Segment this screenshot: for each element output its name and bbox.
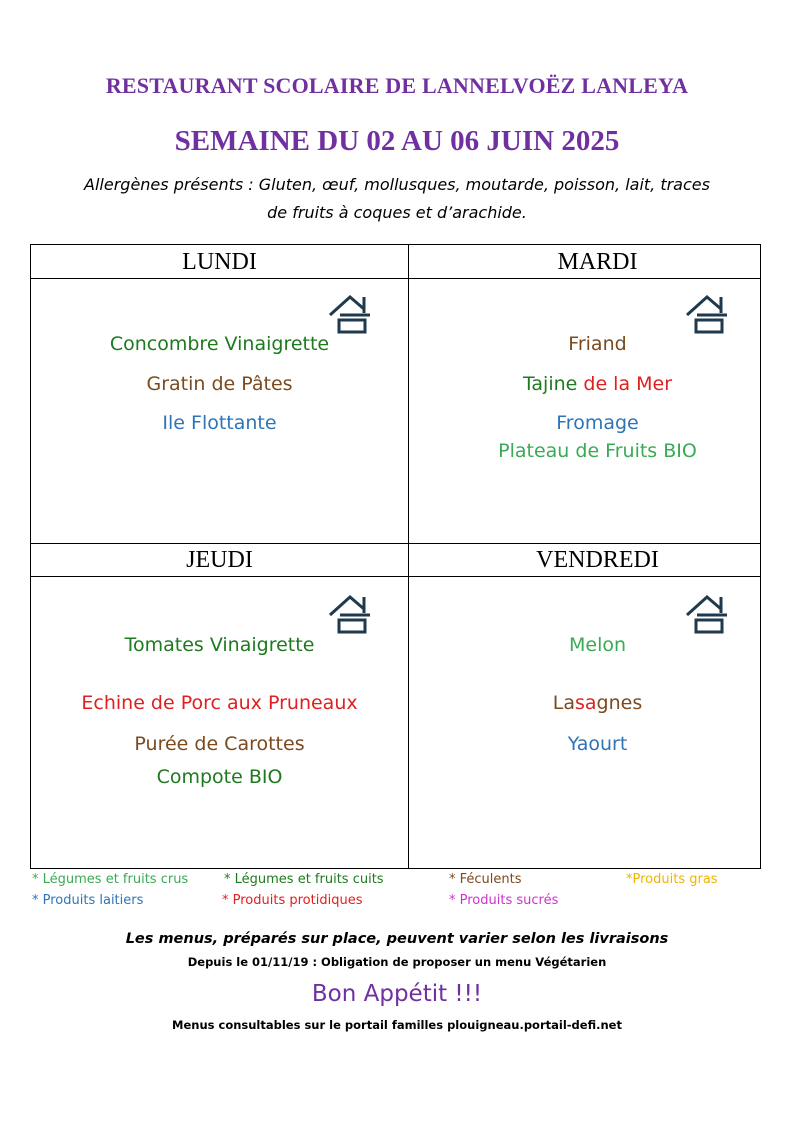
day-header-jeudi: JEUDI [186,547,253,573]
dish-lundi-main: Gratin de Pâtes [146,373,293,395]
dish-vendredi-dessert: Yaourt [567,733,628,755]
dish-mardi-starter: Friand [568,333,627,355]
dish-vendredi-main [409,690,786,716]
dish-mardi-cheese: Fromage [556,412,639,434]
allergens-line-2: de fruits à coques et d’arachide. [267,203,527,222]
day-header-lundi: LUNDI [182,249,257,275]
dish-vendredi-main-part-1: La [552,692,575,714]
legend-fat: *Produits gras [626,872,718,887]
delivery-note: Les menus, préparés sur place, peuvent varier selon les livraisons [125,931,669,947]
legend-raw-vegetables: * Légumes et fruits crus [32,872,189,887]
dish-jeudi-side: Purée de Carottes [134,733,305,755]
allergens-notice [20,171,774,227]
vegetarian-note: Depuis le 01/11/19 : Obligation de proposer un menu Végétarien [187,955,607,969]
dish-vendredi-starter: Melon [568,634,627,656]
dish-mardi-dessert: Plateau de Fruits BIO [498,440,697,462]
house-made-on-site-icon [685,595,729,635]
legend-cooked-vegetables: * Légumes et fruits cuits [224,872,384,887]
dish-jeudi-main: Echine de Porc aux Pruneaux [81,692,358,714]
legend-sugar: * Produits sucrés [449,893,559,908]
legend-protein: * Produits protidiques [222,893,363,908]
dish-mardi-main-part-2: de la Mer [583,373,673,395]
dish-mardi-main [409,371,786,397]
house-made-on-site-icon [328,595,372,635]
legend-starch: * Féculents [449,872,522,887]
bon-appetit: Bon Appétit !!! [311,981,483,1007]
dish-vendredi-main-part-3: gnes [596,692,643,714]
house-made-on-site-icon [328,295,372,335]
legend-dairy: * Produits laitiers [32,893,144,908]
dish-lundi-starter: Concombre Vinaigrette [109,333,330,355]
dish-mardi-main-part-1: Tajine [522,373,584,395]
week-title: SEMAINE DU 02 AU 06 JUIN 2025 [174,125,620,157]
restaurant-title: RESTAURANT SCOLAIRE DE LANNELVOËZ LANLEYA [105,73,689,98]
dish-lundi-dessert: Ile Flottante [162,412,277,434]
allergens-line-1: Allergènes présents : Gluten, œuf, mollusques, moutarde, poisson, lait, traces [84,175,710,194]
dish-vendredi-main-part-2: sa [574,692,597,714]
day-header-mardi: MARDI [557,249,638,275]
menu-grid [30,244,761,869]
dish-jeudi-starter: Tomates Vinaigrette [124,634,315,656]
day-header-vendredi: VENDREDI [536,547,659,573]
house-made-on-site-icon [685,295,729,335]
dish-jeudi-dessert: Compote BIO [156,766,283,788]
portal-note: Menus consultables sur le portail familles plouigneau.portail-defi.net [172,1018,622,1032]
